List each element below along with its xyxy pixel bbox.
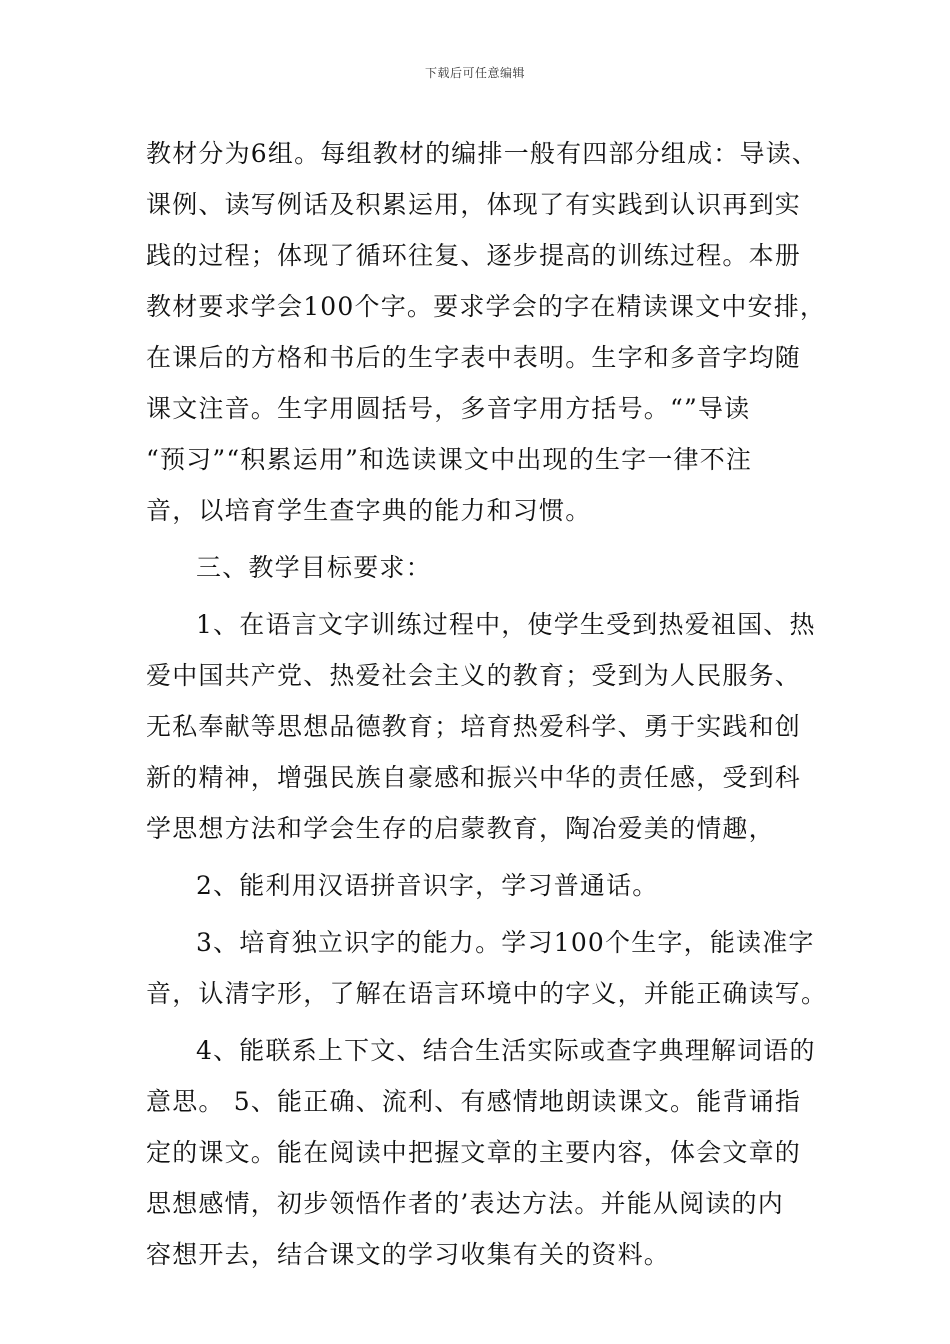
paragraph <box>146 1025 816 1280</box>
text-line: 新的精神，增强民族自豪感和振兴中华的责任感，受到科 <box>146 763 802 792</box>
paragraph <box>146 860 808 911</box>
text-line: 音，以培育学生查字典的能力和习惯。 <box>146 496 592 525</box>
text-line: 学思想方法和学会生存的启蒙教育，陶冶爱美的情趣， <box>146 814 775 843</box>
text-line: 三、教学目标要求： <box>196 553 432 582</box>
text-line: 1、在语言文字训练过程中，使学生受到热爱祖国、热 <box>196 610 816 639</box>
text-line: 意思。 5、能正确、流利、有感情地朗读课文。能背诵指 <box>146 1087 802 1116</box>
text-line: 4、能联系上下文、结合生活实际或查字典理解词语的 <box>196 1036 816 1065</box>
text-line: 音，认清字形，了解在语言环境中的字义，并能正确读写。 <box>146 979 828 1008</box>
paragraph <box>146 917 828 1019</box>
text-line: 定的课文。能在阅读中把握文章的主要内容，体会文章的 <box>146 1138 802 1167</box>
text-line: 在课后的方格和书后的生字表中表明。生字和多音字均随 <box>146 343 802 372</box>
page-header: 下载后可任意编辑 <box>424 66 525 80</box>
text-line: 教材要求学会100个字。要求学会的字在精读课文中安排， <box>146 292 827 321</box>
text-line: 爱中国共产党、热爱社会主义的教育；受到为人民服务、 <box>146 661 802 690</box>
text-line: 践的过程；体现了循环往复、逐步提高的训练过程。本册 <box>146 241 802 270</box>
paragraph <box>146 128 827 536</box>
paragraph <box>146 599 816 854</box>
text-line: 无私奉献等思想品德教育；培育热爱科学、勇于实践和创 <box>146 712 802 741</box>
text-line: 3、培育独立识字的能力。学习100个生字，能读准字 <box>196 928 815 957</box>
text-line: “预习”“积累运用”和选读课文中出现的生字一律不注 <box>146 445 753 474</box>
text-line: 教材分为6组。每组教材的编排一般有四部分组成：导读、 <box>146 139 819 168</box>
text-line: 2、能利用汉语拼音识字，学习普通话。 <box>196 871 659 900</box>
text-line: 容想开去，结合课文的学习收集有关的资料。 <box>146 1240 671 1269</box>
document-body <box>146 128 828 1280</box>
text-line: 思想感情，初步领悟作者的’表达方法。并能从阅读的内 <box>146 1189 784 1218</box>
text-line: 课例、读写例话及积累运用，体现了有实践到认识再到实 <box>146 190 802 219</box>
section-heading <box>146 542 808 593</box>
text-line: 课文注音。生字用圆括号，多音字用方括号。“”导读 <box>146 394 751 423</box>
